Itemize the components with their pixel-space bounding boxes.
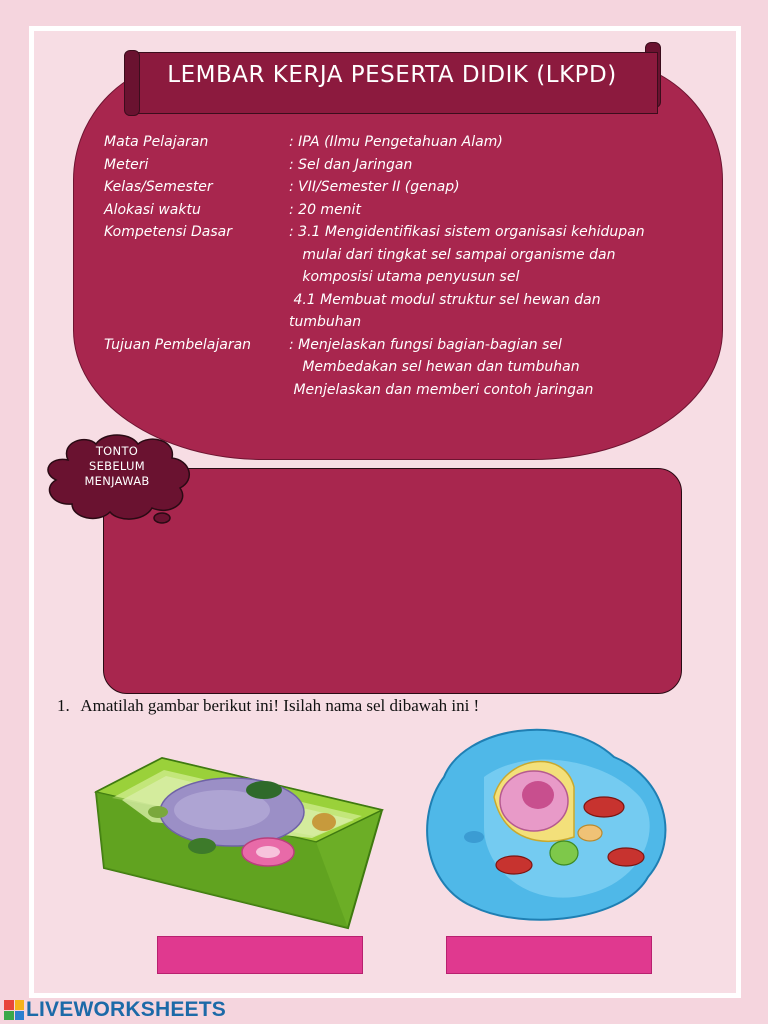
cloud-label: TONTO SEBELUM MENJAWAB <box>84 444 150 488</box>
answer-field-plant-cell[interactable] <box>157 936 363 974</box>
question-text: Amatilah gambar berikut ini! Isilah nama sel dibawah ini ! <box>80 696 480 715</box>
question-1 <box>57 696 479 716</box>
liveworksheets-logo <box>4 997 226 1023</box>
banner-curl-left <box>124 50 140 116</box>
question-number: 1. <box>57 696 70 715</box>
brand-name: LIVEWORKSHEETS <box>26 998 226 1021</box>
answer-field-animal-cell[interactable] <box>446 936 652 974</box>
info-values: : IPA (Ilmu Pengetahuan Alam) : Sel dan Jaringan : VII/Semester II (genap) : 20 menit : 3.1 Mengidentifikasi sistem organisasi kehidupan mulai dari tingkat sel sampai organisme dan komposisi utama penyusun sel 4.1 Membuat modul struktur sel hewan dan tumbuhan : Menjelaskan fungsi bagian-bagian sel Membedakan sel hewan dan tumbuhan Menjelaskan dan memberi contoh jaringan <box>289 134 645 398</box>
liveworksheets-logo-icon <box>4 1000 24 1020</box>
animal-cell-icon <box>414 717 676 929</box>
plant-cell-icon <box>92 752 384 930</box>
info-labels: Mata Pelajaran Meteri Kelas/Semester Alokasi waktu Kompetensi Dasar Tujuan Pembelajaran <box>104 134 252 353</box>
page-title: LEMBAR KERJA PESERTA DIDIK (LKPD) <box>167 62 617 88</box>
